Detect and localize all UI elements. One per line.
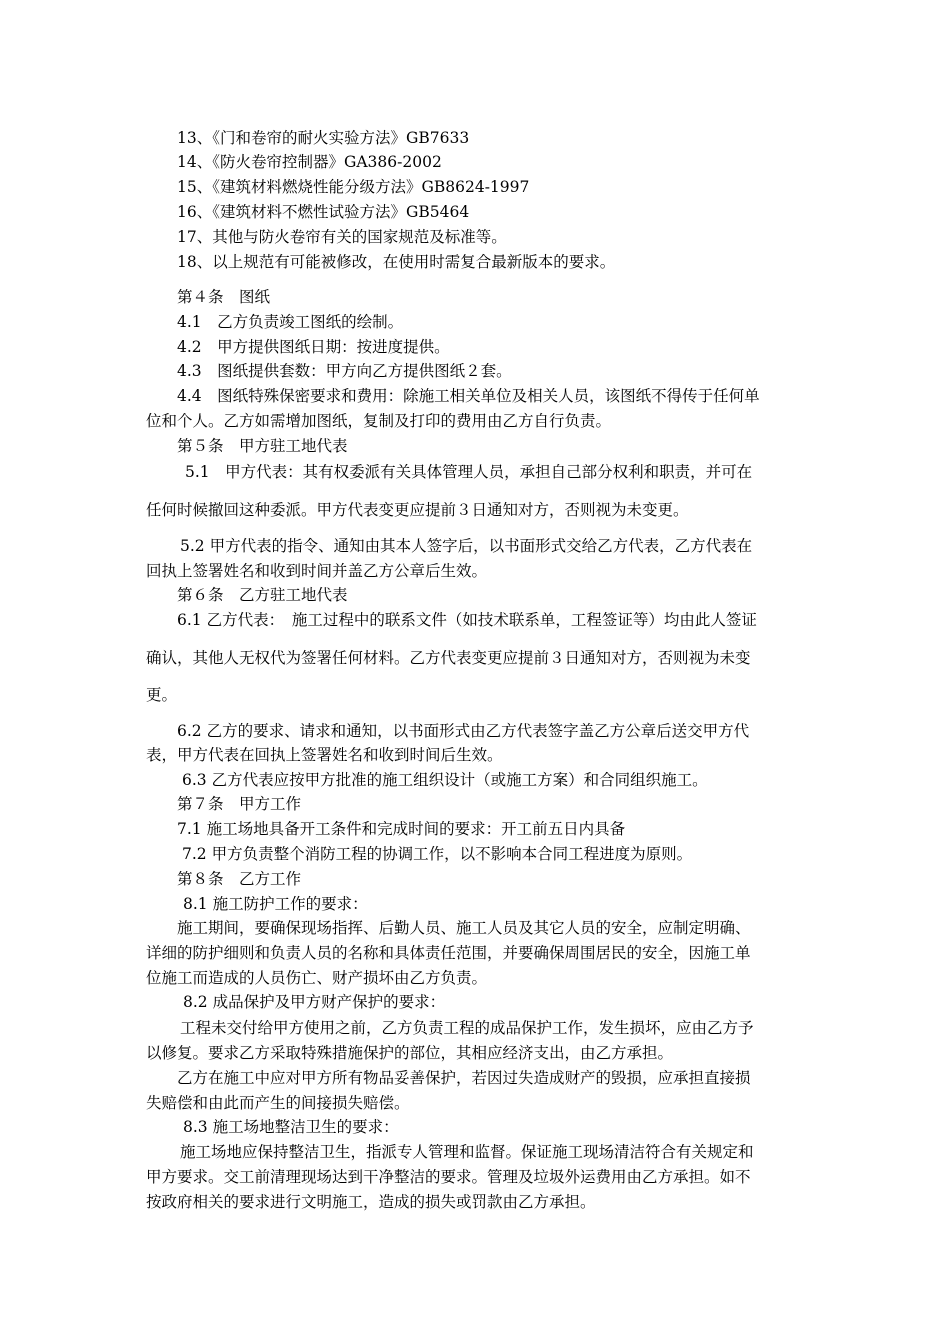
text-line: 18、以上规范有可能被修改，在使用时需复合最新版本的要求。 <box>177 253 616 271</box>
text-line: 4.1 乙方负责竣工图纸的绘制。 <box>177 313 404 331</box>
text-line: 详细的防护细则和负责人员的名称和具体责任范围，并要确保周围居民的安全，因施工单 <box>146 944 751 962</box>
text-line: 15、《建筑材料燃烧性能分级方法》GB8624-1997 <box>177 178 530 196</box>
section-heading: 第５条 甲方驻工地代表 <box>177 437 348 455</box>
text-line: 8.2 成品保护及甲方财产保护的要求： <box>183 993 446 1011</box>
text-line: 施工场地应保持整洁卫生，指派专人管理和监督。保证施工现场清洁符合有关规定和 <box>180 1143 754 1161</box>
text-line: 位施工而造成的人员伤亡、财产损坏由乙方负责。 <box>146 969 488 987</box>
text-line: 6.3 乙方代表应按甲方批准的施工组织设计（或施工方案）和合同组织施工。 <box>182 771 708 789</box>
text-line: 工程未交付给甲方使用之前，乙方负责工程的成品保护工作，发生损坏，应由乙方予 <box>180 1019 754 1037</box>
text-line: 4.3 图纸提供套数：甲方向乙方提供图纸２套。 <box>177 362 512 380</box>
text-line: 甲方要求。交工前清理现场达到干净整洁的要求。管理及垃圾外运费用由乙方承担。如不 <box>146 1168 751 1186</box>
text-line: 5.2 甲方代表的指令、通知由其本人签字后，以书面形式交给乙方代表，乙方代表在 <box>180 537 753 555</box>
text-line: 乙方在施工中应对甲方所有物品妥善保护，若因过失造成财产的毁损，应承担直接损 <box>177 1069 751 1087</box>
text-line: 表，甲方代表在回执上签署姓名和收到时间后生效。 <box>146 746 503 764</box>
text-line: 以修复。要求乙方采取特殊措施保护的部位，其相应经济支出，由乙方承担。 <box>146 1044 674 1062</box>
text-line: 4.2 甲方提供图纸日期：按进度提供。 <box>177 338 450 356</box>
section-heading: 第４条 图纸 <box>177 288 271 306</box>
text-line: 6.2 乙方的要求、请求和通知，以书面形式由乙方代表签字盖乙方公章后送交甲方代 <box>177 722 750 740</box>
text-line: 8.1 施工防护工作的要求： <box>183 895 368 913</box>
text-line: 任何时候撤回这种委派。甲方代表变更应提前３日通知对方，否则视为未变更。 <box>146 501 689 519</box>
text-line: 位和个人。乙方如需增加图纸，复制及打印的费用由乙方自行负责。 <box>146 412 612 430</box>
section-heading: 第８条 乙方工作 <box>177 870 302 888</box>
section-heading: 第７条 甲方工作 <box>177 795 302 813</box>
text-line: 6.1 乙方代表： 施工过程中的联系文件（如技术联系单，工程签证等）均由此人签证 <box>177 611 757 629</box>
text-line: 16、《建筑材料不燃性试验方法》GB5464 <box>177 203 470 221</box>
section-heading: 第６条 乙方驻工地代表 <box>177 586 348 604</box>
text-line: 回执上签署姓名和收到时间并盖乙方公章后生效。 <box>146 562 488 580</box>
text-line: 14、《防火卷帘控制器》GA386-2002 <box>177 153 442 171</box>
text-line: 7.1 施工场地具备开工条件和完成时间的要求：开工前五日内具备 <box>177 820 626 838</box>
text-line: 确认，其他人无权代为签署任何材料。乙方代表变更应提前３日通知对方，否则视为未变 <box>146 649 751 667</box>
text-line: 更。 <box>146 686 178 704</box>
text-line: 按政府相关的要求进行文明施工，造成的损失或罚款由乙方承担。 <box>146 1193 596 1211</box>
text-line: 17、其他与防火卷帘有关的国家规范及标准等。 <box>177 228 507 246</box>
text-line: 4.4 图纸特殊保密要求和费用：除施工相关单位及相关人员，该图纸不得传于任何单 <box>177 387 760 405</box>
text-line: 5.1 甲方代表：其有权委派有关具体管理人员，承担自己部分权利和职责，并可在 <box>185 463 753 481</box>
text-line: 失赔偿和由此而产生的间接损失赔偿。 <box>146 1094 410 1112</box>
text-line: 8.3 施工场地整洁卫生的要求： <box>183 1118 399 1136</box>
text-line: 施工期间，要确保现场指挥、后勤人员、施工人员及其它人员的安全，应制定明确、 <box>177 919 751 937</box>
text-line: 7.2 甲方负责整个消防工程的协调工作，以不影响本合同工程进度为原则。 <box>182 845 693 863</box>
text-line: 13、《门和卷帘的耐火实验方法》GB7633 <box>177 129 470 147</box>
